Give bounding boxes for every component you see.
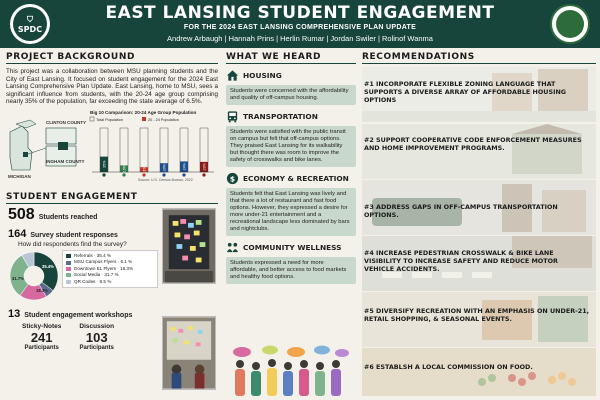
svg-text:$: $ [229, 174, 236, 184]
what-we-heard-title: WHAT WE HEARD [226, 52, 356, 64]
data-label-Big10-2: 15% [122, 165, 127, 173]
school-logo-Big10-6 [202, 173, 205, 176]
recommendation-2: #2 SUPPORT COOPERATIVE CODE ENFORCEMENT MEASURES AND HOME IMPROVEMENT PROGRAMS. [364, 136, 582, 152]
engagement-title: STUDENT ENGAGEMENT [6, 192, 218, 204]
sticky-note-board-photo [162, 208, 216, 284]
workshops-number: 13 [8, 307, 21, 320]
tree-icon [556, 10, 584, 38]
legend-2024-label: 20 - 24 Population [148, 117, 179, 122]
economy-header [226, 172, 356, 185]
bar-total-Big10-3 [140, 128, 148, 172]
legend-swatch-2024 [142, 117, 146, 121]
legend-label: QR Codes · 8.5 % [74, 278, 112, 284]
legend-label: Social Media · 31.7 % [74, 272, 119, 278]
dollar-icon [226, 172, 239, 185]
transportation-header [226, 110, 356, 123]
economy-card: Students felt that East Lansing was lively and that there a lot of restaurant and fast food options. However, they expressed a desire for more under-21 entertainment and a recreational landscape less dominated by bars and nightclubs. [226, 188, 356, 236]
legend-swatch [66, 273, 71, 277]
data-label-Big10-3: 11% [142, 166, 147, 174]
wellness-title: COMMUNITY WELLNESS [243, 243, 342, 252]
chart-source: Source: U.S. Census Bureau, 2022 [138, 177, 193, 182]
transportation-card: Students were satisfied with the public transit on campus but felt that off-campus options. They praised East Lansing for its walkability but thought there was room to improve the safety of crosswalks and bike lanes. [226, 126, 356, 167]
data-label-MSU: 35% [102, 160, 107, 168]
recommendations-title: RECOMMENDATIONS [362, 52, 596, 64]
survey-question: How did respondents find the survey? [18, 240, 127, 248]
school-logo-Big10-2 [122, 173, 125, 176]
poster-title: EAST LANSING STUDENT ENGAGEMENT [105, 3, 495, 23]
poster-header [0, 0, 600, 48]
discussion-stat [79, 323, 114, 351]
students-illustration [230, 344, 352, 396]
legend-swatch [66, 280, 71, 284]
ingham-county-label: INGHAM COUNTY [46, 158, 85, 164]
school-logo-MSU [102, 173, 105, 176]
survey-label: Survey student responses [30, 231, 118, 239]
workshop-photo [162, 316, 216, 390]
wellness-card: Students expressed a need for more affordable, and better access to food markets and healthy food options. [226, 257, 356, 284]
legend-swatch [66, 261, 71, 265]
donut-label-2: 31.7% [12, 275, 24, 281]
recommendation-5: #5 DIVERSIFY RECREATION WITH AN EMPHASIS ON UNDER-21, RETAIL SHOPPING, & SEASONAL EVENTS. [364, 307, 590, 323]
discussion-sub: Participants [79, 344, 114, 351]
sticky-notes-number: 241 [30, 329, 53, 345]
discussion-number: 103 [85, 329, 108, 345]
housing-title: HOUSING [243, 71, 282, 80]
transportation-title: TRANSPORTATION [243, 112, 318, 121]
legend-swatch [66, 267, 71, 271]
legend-label: Downtown EL Flyers · 18.3% [74, 265, 134, 271]
house-icon [226, 69, 239, 82]
poster-subtitle: FOR THE 2024 EAST LANSING COMPREHENSIVE PLAN UPDATE [183, 24, 417, 31]
survey-source-donut [8, 250, 60, 302]
legend-total-label: Total Population [96, 117, 124, 122]
discussion-label: Discussion [79, 322, 115, 330]
left-column [6, 52, 218, 396]
legend-swatch-total [90, 117, 94, 121]
sticky-notes-sub: Participants [24, 344, 59, 351]
survey-source-legend [62, 250, 158, 288]
recommendations-list [362, 67, 596, 396]
recommendation-6: #6 ESTABLSH A LOCAL COMMISSION ON FOOD. [364, 363, 533, 371]
donut-label-1: 18.3% [36, 287, 48, 293]
recommendation-3: #3 ADDRESS GAPS IN OFF-CAMPUS TRANSPORTATION OPTIONS. [364, 203, 558, 219]
school-logo-Big10-3 [142, 173, 145, 176]
wellness-header [226, 241, 356, 254]
recommendation-1: #1 INCORPORATE FLEXIBLE ZONING LANGUAGE THAT SUPPORTS A DIVERSE ARRAY OF AFFORDABLE HOUSING OPTIONS [364, 80, 567, 104]
survey-number: 164 [8, 227, 27, 240]
legend-label: Referrals · 35.4 % [74, 252, 112, 258]
middle-column [226, 52, 356, 396]
farmers-market-photo [362, 348, 596, 396]
map-and-chart [6, 110, 218, 186]
students-reached-label: Students reached [38, 213, 98, 221]
recommendation-4: #4 INCREASE PEDESTRIAN CROSSWALK & BIKE LANE VISIBILITY TO INCREASE SAFETY AND REDUCE MOTOR VEHICLE ACCIDENTS. [364, 249, 558, 273]
clinton-county-label: CLINTON COUNTY [46, 119, 87, 125]
background-title: PROJECT BACKGROUND [6, 52, 218, 64]
legend-item [66, 279, 154, 285]
survey-source-chart [8, 248, 158, 304]
donut-label-0: 35.4% [42, 263, 54, 269]
data-label-Big10-6: 23% [202, 163, 207, 171]
chart-title: Big 10 Comparison: 20-24 Age Group Population [90, 109, 197, 115]
donut-slice-0 [34, 252, 58, 291]
background-text: This project was a collaboration between MSU planning students and the City of East Lansing. It focused on student engagement for the 2024 East Lansing Comprehensive Plan Update. East Lansing, home to MSU, sees a significant influence from students, with the 20-24 age group comprising nearly 35% of the population, far exceeding the state average of 6.5%. [6, 68, 218, 106]
poster-authors: Andrew Arbaugh | Hannah Prins | Herlin Rumar | Jordan Swiler | Rolinof Wanma [167, 34, 433, 43]
spartan-helmet-icon: ⛉ [27, 14, 33, 24]
sticky-notes-stat [22, 323, 61, 351]
data-label-Big10-5: 24% [182, 163, 187, 171]
age-group-bar-chart [88, 116, 216, 178]
spdc-logo [10, 4, 50, 44]
legend-label: MSU Campus Flyers · 6.1 % [74, 259, 133, 265]
housing-header [226, 69, 356, 82]
bus-icon [226, 110, 239, 123]
school-logo-Big10-5 [182, 173, 185, 176]
logo-text: SPDC [17, 24, 43, 34]
school-logo-Big10-4 [162, 173, 165, 176]
city-seal-logo [550, 4, 590, 44]
housing-card: Students were concerned with the affordability and quality of off-campus housing. [226, 85, 356, 105]
students-reached-number: 508 [8, 205, 35, 223]
data-label-Big10-4: 20% [162, 163, 167, 172]
michigan-label: MICHIGAN [8, 173, 31, 179]
workshops-label: Student engagement workshops [24, 311, 133, 319]
right-column [362, 52, 596, 396]
michigan-map [6, 118, 87, 180]
sticky-notes-label: Sticky-Notes [22, 322, 62, 330]
legend-swatch [66, 254, 71, 258]
economy-title: ECONOMY & RECREATION [243, 174, 349, 183]
people-icon [226, 241, 239, 254]
